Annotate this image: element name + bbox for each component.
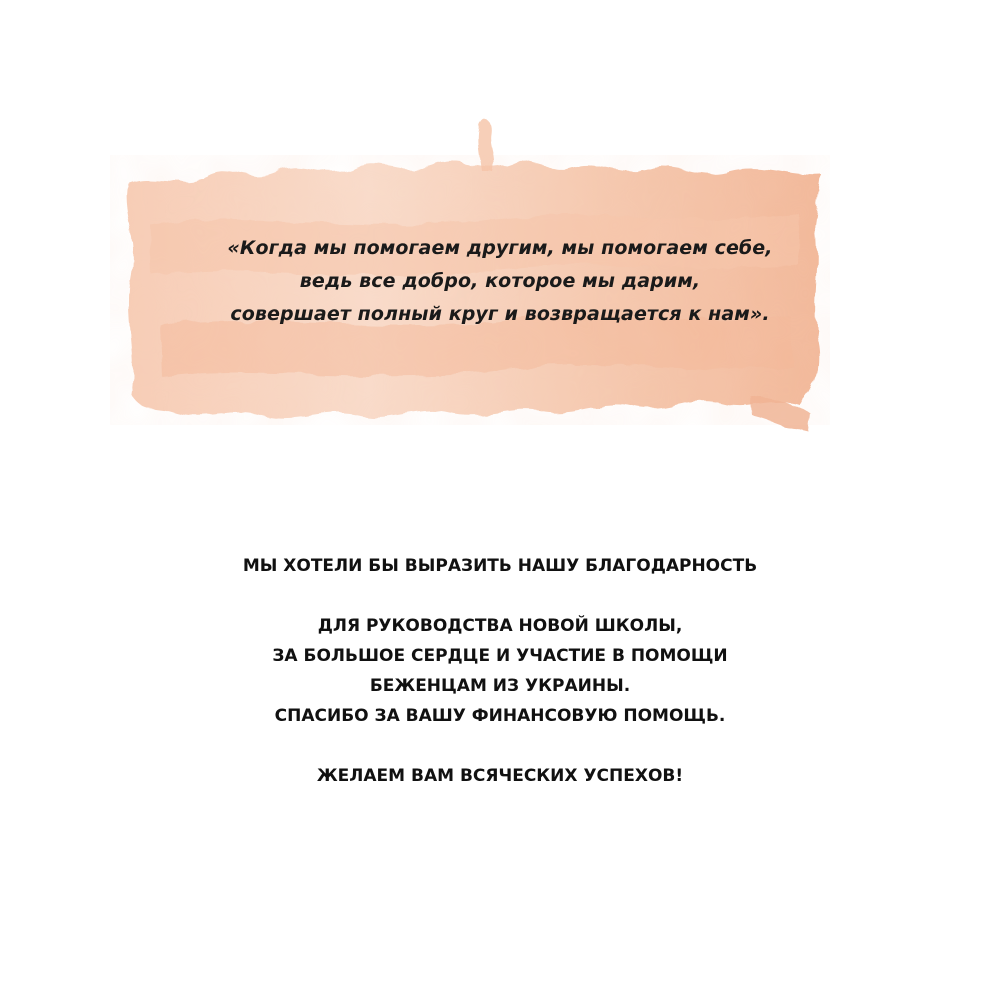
quote-line-1: «Когда мы помогаем другим, мы помогаем себе, bbox=[227, 237, 773, 259]
quote bbox=[120, 232, 880, 331]
quote-line-3: совершает полный круг и возвращается к нам». bbox=[230, 303, 770, 325]
spacer bbox=[0, 731, 1000, 761]
gratitude-message bbox=[0, 551, 1000, 791]
message-line-3: ЗА БОЛЬШОЕ СЕРДЦЕ И УЧАСТИЕ В ПОМОЩИ bbox=[272, 646, 728, 666]
spacer bbox=[0, 581, 1000, 611]
message-line-1: МЫ ХОТЕЛИ БЫ ВЫРАЗИТЬ НАШУ БЛАГОДАРНОСТЬ bbox=[242, 556, 758, 576]
message-line-2: ДЛЯ РУКОВОДСТВА НОВОЙ ШКОЛЫ, bbox=[317, 616, 683, 636]
message-line-6: ЖЕЛАЕМ ВАМ ВСЯЧЕСКИХ УСПЕХОВ! bbox=[316, 766, 684, 786]
message-line-4: БЕЖЕНЦАМ ИЗ УКРАИНЫ. bbox=[369, 676, 631, 696]
quote-line-2: ведь все добро, которое мы дарим, bbox=[299, 270, 701, 292]
message-line-5: СПАСИБО ЗА ВАШУ ФИНАНСОВУЮ ПОМОЩЬ. bbox=[274, 706, 726, 726]
